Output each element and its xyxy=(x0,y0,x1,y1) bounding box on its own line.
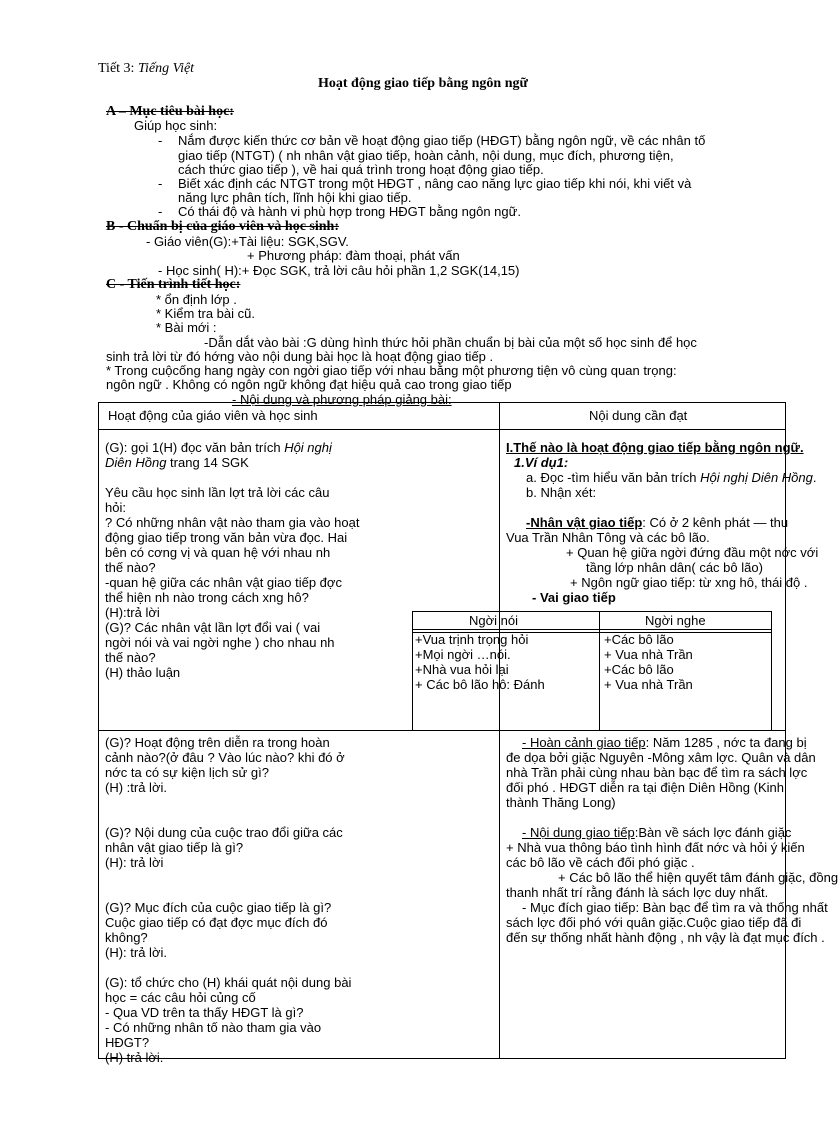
bullet-dash: - xyxy=(158,204,163,219)
sub-header-speaker: Ngời nói xyxy=(469,613,518,628)
row2-right-cell: - Hoàn cảnh giao tiếp: Năm 1285 , nớc ta đang bị đe dọa bởi giặc Nguyên -Mông xâm lợc. Quân và dân nhà Trần phải cùng nhau bàn bạc để tìm ra sách lợc đối phó . HĐGT diễn ra tại điện Diên Hồng (Kinh thành Thăng Long) - Nội dung giao tiếp:Bàn về sách lợc đánh giặc + Nhà vua thông báo tình hình đất nớc và hỏi ý kiến các bô lão về cách đối phó giặc . + Các bô lão thể hiện quyết tâm đánh giặc, đồng thanh nhất trí rằng đánh là sách lợc duy nhất. - Mục đích giao tiếp: Bàn bạc để tìm ra và thống nhất sách lợc đối phó với quân giặc.Cuộc giao tiếp đã đi đến sự thống nhất hành động , nh vậy là đạt mục đích . xyxy=(506,735,838,945)
row2-left-cell: (G)? Hoạt động trên diễn ra trong hoàn cảnh nào?(ở đâu ? Vào lúc nào? khi đó ở nớc ta có sự kiện lịch sử gì? (H) :trả lời. (G)? Nội dung của cuộc trao đổi giữa các nhân vật giao tiếp là gì? (H): trả lời (G)? Mục đích của cuộc giao tiếp là gì? Cuộc giao tiếp có đạt đợc mục đích đó không? (H): trả lời. (G): tổ chức cho (H) khái quát nội dung bài học = các câu hỏi củng cố - Qua VD trên ta thấy HĐGT là gì? - Có những nhân tố nào tham gia vào HĐGT? (H) trả lời. xyxy=(105,735,352,1065)
intro-line: -Dẫn dắt vào bài :G dùng hình thức hỏi phần chuẩn bị bài của một số học sinh để học xyxy=(204,335,697,350)
objective-line: Nắm được kiến thức cơ bản về hoạt động giao tiếp (HĐGT) bằng ngôn ngữ, về các nhân tố xyxy=(178,133,706,148)
bullet-dash: - xyxy=(158,176,163,191)
step-item: * Kiểm tra bài cũ. xyxy=(156,306,255,321)
sub-speaker-list: +Vua trịnh trọng hỏi +Mọi ngời …nói. +Nhà vua hỏi lại + Các bô lão hô: Đánh xyxy=(415,632,545,692)
page-title: Hoạt động giao tiếp bằng ngôn ngữ xyxy=(318,76,528,91)
note-line: ngôn ngữ . Không có ngôn ngữ không đạt hiệu quả cao trong giao tiếp xyxy=(106,377,512,392)
table-header-right: Nội dung cần đạt xyxy=(589,408,688,423)
note-line: * Trong cuộcống hang ngày con ngời giao tiếp với nhau bằng một phương tiện vô cùng quan trọng: xyxy=(106,363,677,378)
section-a-heading: A – Mục tiêu bài học: xyxy=(106,104,234,119)
step-item: * ổn định lớp . xyxy=(156,292,237,307)
section-c-heading: C - Tiến trình tiết học: xyxy=(106,277,241,292)
intro-line: sinh trả lời từ đó hớng vào nội dung bài học là hoạt động giao tiếp . xyxy=(106,349,494,364)
objective-line: Có thái độ và hành vi phù hợp trong HĐGT bằng ngôn ngữ. xyxy=(178,204,521,219)
lesson-table xyxy=(98,402,838,1065)
lesson-prefix: Tiết 3: xyxy=(98,61,138,76)
bullet-dash: - xyxy=(158,133,163,148)
objective-line: năng lực phân tích, lĩnh hội khi giao tiếp. xyxy=(178,190,412,205)
section-i-heading: I.Thế nào là hoạt động giao tiếp bằng ngôn ngữ. xyxy=(506,440,804,455)
objective-line: Biết xác định các NTGT trong một HĐGT , nâng cao năng lực giao tiếp khi nói, khi viết và xyxy=(178,176,692,191)
prep-method: + Phương pháp: đàm thoại, phát vấn xyxy=(247,248,460,263)
sub-listener-list: +Các bô lão + Vua nhà Trần +Các bô lão + Vua nhà Trần xyxy=(604,632,693,692)
speaker-listener-table xyxy=(412,611,772,731)
method-line: - Nội dung và phương pháp giảng bài: xyxy=(232,392,452,407)
step-item: * Bài mới : xyxy=(156,320,217,335)
sub-header-listener: Ngời nghe xyxy=(645,613,706,628)
table-header-left: Hoạt động của giáo viên và học sinh xyxy=(108,408,318,423)
lesson-subject: Tiếng Việt xyxy=(137,61,195,76)
objective-line: cách thức giao tiếp ), về hai quá trình trong hoạt động giao tiếp. xyxy=(178,162,544,177)
row1-right-cell: I.Thế nào là hoạt động giao tiếp bằng ngôn ngữ. 1.Ví dụ1: a. Đọc -tìm hiểu văn bản trích Hội nghị Diên Hồng. b. Nhận xét: -Nhân vật giao tiếp: Có ở 2 kênh phát — thu Vua Trần Nhân Tông và các bô lão. + Quan hệ giữa ngời đứng đầu một nớc với tầng lớp nhân dân( các bô lão) + Ngôn ngữ giao tiếp: từ xng hô, thái độ . - Vai giao tiếp xyxy=(506,440,819,605)
objective-line: giao tiếp (NTGT) ( nh nhân vật giao tiếp, hoàn cảnh, nội dung, mục đích, phương tiện, xyxy=(178,148,674,163)
prep-student: - Học sinh( H):+ Đọc SGK, trả lời câu hỏi phần 1,2 SGK(14,15) xyxy=(158,263,520,278)
lesson-label xyxy=(98,61,194,77)
section-a-intro: Giúp học sinh: xyxy=(134,118,218,133)
prep-teacher: - Giáo viên(G):+Tài liệu: SGK,SGV. xyxy=(146,234,349,249)
section-b-heading: B - Chuẩn bị của giáo viên và học sinh: xyxy=(106,219,339,234)
table-header-divider xyxy=(99,429,785,430)
row1-left-cell: (G): gọi 1(H) đọc văn bản trích Hội nghị Diên Hồng trang 14 SGK Yêu cầu học sinh lần lợt trả lời các câu hỏi: ? Có những nhân vật nào tham gia vào hoạt động giao tiếp trong văn bản vừa đọc. Hai bên có cơng vị và quan hệ với nhau nh thế nào? -quan hệ giữa các nhân vật giao tiếp đợc thể hiện nh nào trong cách xng hô? (H):trả lời (G)? Các nhân vật lần lợt đổi vai ( vai ngời nói và vai ngời nghe ) cho nhau nh thế nào? (H) thảo luận xyxy=(105,440,360,680)
